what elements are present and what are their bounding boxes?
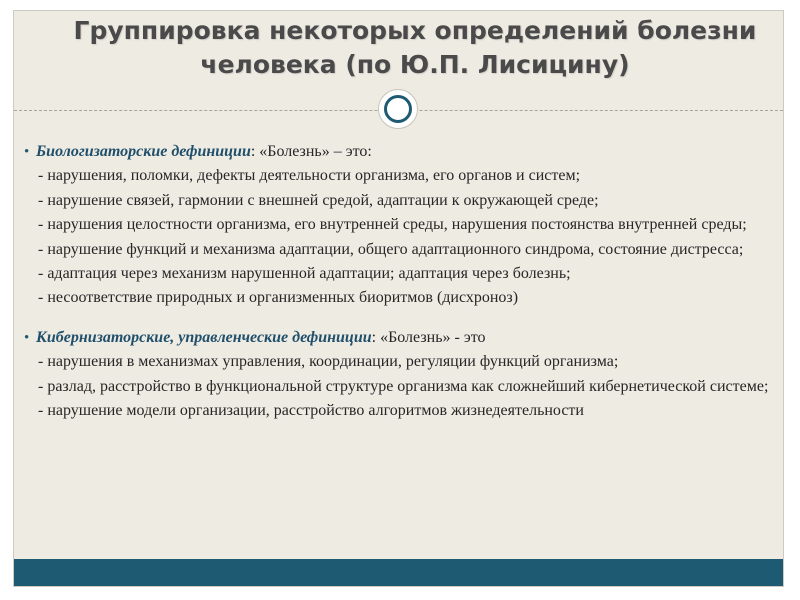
bullet-icon: • [24, 329, 30, 346]
list-item: - несоответствие природных и организменных биоритмов (дисхроноз) [38, 289, 519, 307]
list-item: - нарушения, поломки, дефекты деятельности организма, его органов и систем; [38, 167, 581, 185]
list-item: - разлад, расстройство в функциональной структуре организма как сложнейший кибернетической системе; [38, 377, 769, 395]
section-term: Биологизаторские дефиниции [36, 143, 251, 160]
list-item: - нарушение функций и механизма адаптации, общего адаптационного синдрома, состояние дистресса; [38, 240, 744, 258]
bullet-icon: • [24, 144, 30, 160]
circle-ring-icon [378, 89, 418, 129]
section-intro: : «Болезнь» - это [371, 328, 486, 346]
title-line-2: человека (по Ю.П. Лисицину) [200, 50, 630, 79]
slide-content [24, 140, 772, 423]
section-heading [24, 140, 772, 164]
slide-title [60, 14, 770, 82]
list-item: - нарушение модели организации, расстройство алгоритмов жизнедеятельности [38, 402, 584, 420]
footer-bar [14, 559, 783, 586]
list-item: - нарушения целостности организма, его внутренней среды, нарушения постоянства внутренней среды; [38, 216, 747, 234]
section-heading [24, 326, 772, 350]
list-item: - адаптация через механизм нарушенной адаптации; адаптация через болезнь; [38, 265, 571, 283]
section-biological [24, 140, 772, 311]
list-item: - нарушения в механизмах управления, координации, регуляции функций организма; [38, 353, 619, 371]
section-cybernetic [24, 326, 772, 424]
section-intro: : «Болезнь» – это: [250, 143, 372, 160]
circle-ring-inner [384, 95, 412, 123]
title-line-1: Группировка некоторых определений болезни [73, 16, 757, 45]
list-item: - нарушение связей, гармонии с внешней средой, адаптации к окружающей среде; [38, 191, 599, 209]
section-term: Кибернизаторские, управленческие дефиниции [36, 328, 372, 346]
